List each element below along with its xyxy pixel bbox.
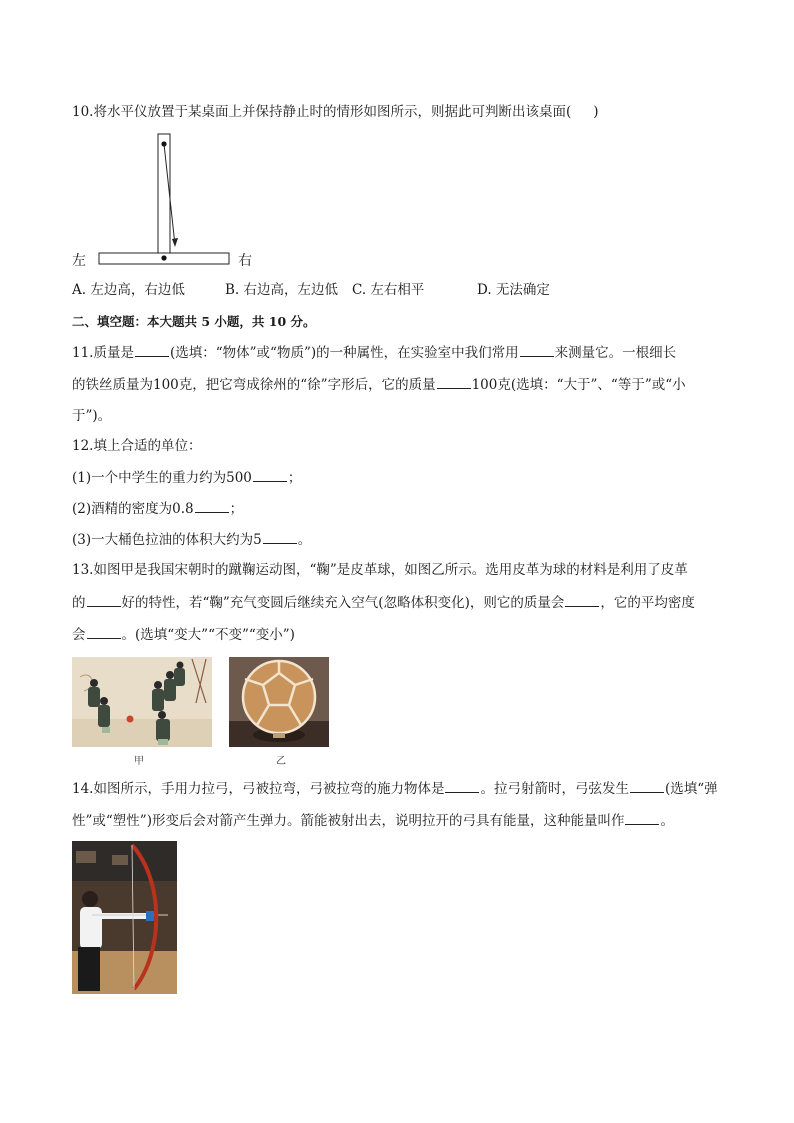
q11-blank-3[interactable] (437, 374, 471, 389)
q11-line2: 的铁丝质量为100克，把它弯成徐州的“徐”字形后，它的质量 100克(选填：“大于”、“等于”或“小 (72, 374, 686, 395)
archer-photo-image (72, 841, 177, 994)
q13-line2: 的 好的特性，若“鞠”充气变圆后继续充入空气(忽略体积变化)，则它的质量会 ，它的平均密度 (72, 592, 695, 613)
level-post (158, 134, 170, 255)
right-label: 右 (238, 253, 252, 269)
q14-blank-3[interactable] (625, 810, 659, 825)
q12-title: 12.填上合适的单位： (72, 438, 202, 454)
q11-blank-2[interactable] (520, 342, 554, 357)
q13-blank-1[interactable] (87, 592, 121, 607)
q14-blank-1[interactable] (445, 778, 479, 793)
q14-blank-2[interactable] (630, 778, 664, 793)
option-c[interactable]: C. 左右相平 (352, 282, 425, 298)
q13-line3: 会 。(选填“变大”“不变”“变小”) (72, 624, 295, 645)
left-label: 左 (72, 253, 86, 269)
base-center-dot (161, 255, 166, 260)
q14-line2: 性”或“塑性”)形变后会对箭产生弹力。箭能被射出去，说明拉开的弓具有能量，这种能量叫作 。 (72, 810, 674, 831)
option-b[interactable]: B. 右边高，左边低 (225, 282, 339, 298)
q13-line1: 13.如图甲是我国宋朝时的蹴鞠运动图，“鞠”是皮革球，如图乙所示。选用皮革为球的材料是利用了皮革 (72, 562, 688, 578)
q12-item-1: (1)一个中学生的重力约为500 ； (72, 467, 301, 488)
q12-item-3: (3)一大桶色拉油的体积大约为5 。 (72, 529, 311, 550)
q12-blank-2[interactable] (195, 498, 229, 513)
q13-blank-2[interactable] (565, 592, 599, 607)
q10-close-paren: ) (593, 104, 599, 120)
q11-blank-1[interactable] (135, 342, 169, 357)
cuju-painting-image (72, 657, 212, 747)
option-d[interactable]: D. 无法确定 (477, 282, 550, 298)
option-a[interactable]: A. 左边高，右边低 (72, 282, 185, 298)
q12-blank-3[interactable] (263, 529, 297, 544)
q10-stem (72, 102, 599, 122)
q13-blank-3[interactable] (87, 624, 121, 639)
leather-ball-image (229, 657, 329, 747)
q14-line1: 14.如图所示，手用力拉弓，弓被拉弯，弓被拉弯的施力物体是 。拉弓射箭时，弓弦发生 (选填“弹 (72, 778, 718, 799)
level-instrument-diagram (95, 130, 245, 265)
q10-text: 10.将水平仪放置于某桌面上并保持静止时的情形如图所示，则据此可判断出该桌面( (72, 104, 572, 120)
section-heading: 二、填空题：本大题共 5 小题，共 10 分。 (72, 314, 316, 329)
plumb-arrow-icon (172, 238, 178, 247)
q11-line1: 11.质量是 (选填：“物体”或“物质”)的一种属性，在实验室中我们常用 来测量它。一根细长 (72, 342, 676, 363)
q12-blank-1[interactable] (253, 467, 287, 482)
q11-line3: 于”)。 (72, 408, 112, 424)
q12-item-2: (2)酒精的密度为0.8 ； (72, 498, 243, 519)
caption-jia: 甲 (134, 756, 144, 767)
caption-yi: 乙 (276, 756, 286, 767)
